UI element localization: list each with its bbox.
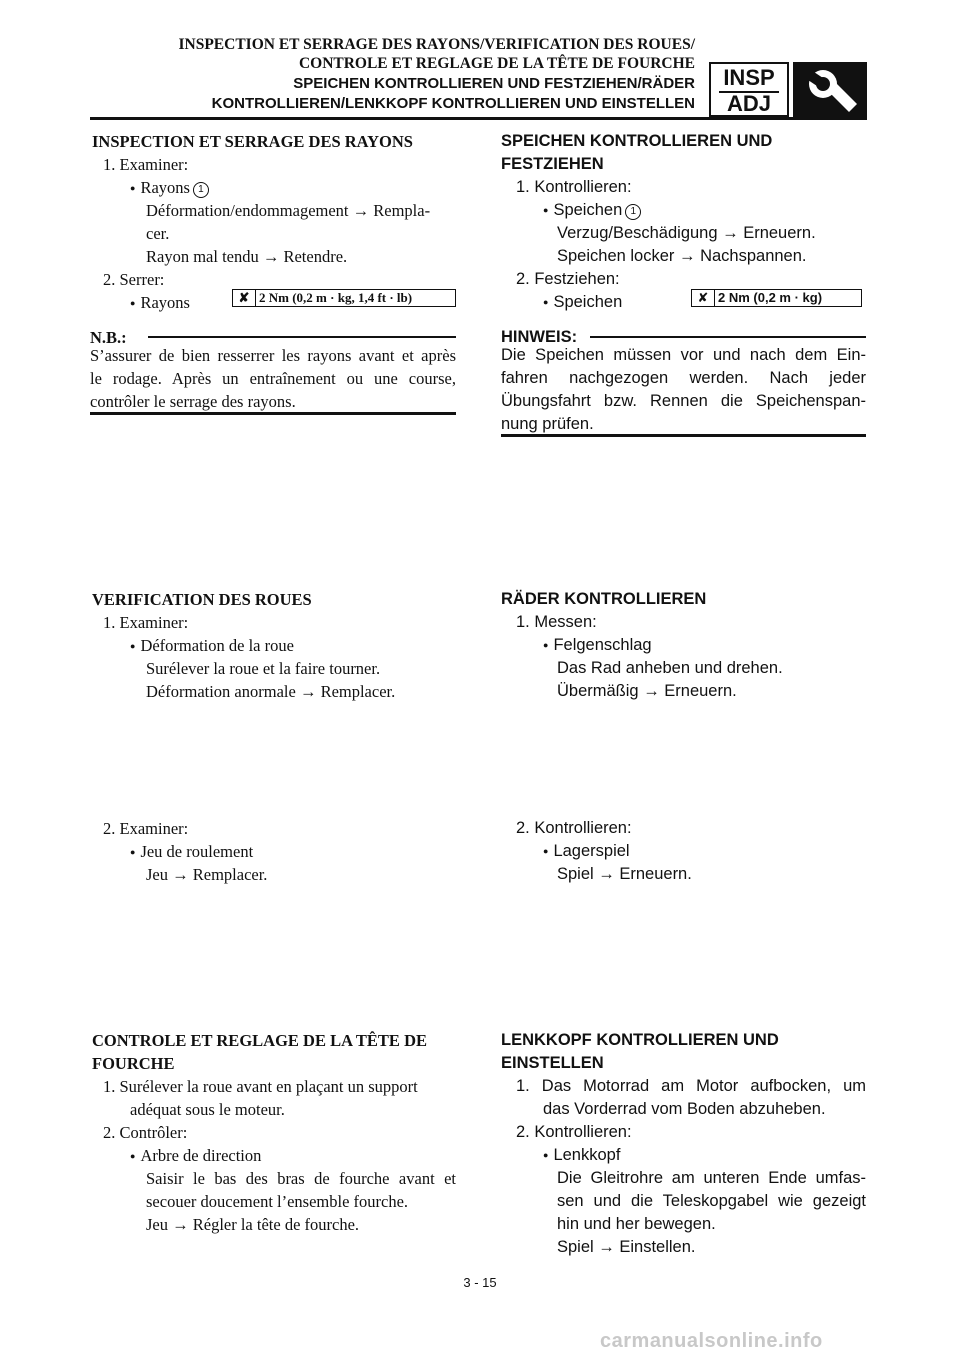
de-steering-b1-line5: Spiel → Einstellen. (557, 1238, 696, 1256)
watermark-text: carmanualsonline.info (600, 1330, 823, 1352)
fr-spokes-bullet2: ● Rayons (130, 291, 190, 317)
fr-steering-step1: 1. Surélever la roue avant en plaçant un support (103, 1077, 418, 1096)
de-spokes-b1-line3: Speichen locker → Nachspannen. (557, 247, 807, 265)
fr-steering-title-line2: FOURCHE (92, 1054, 175, 1073)
de-note-line4: nung prüfen. (501, 415, 594, 433)
fr-torque-box (232, 289, 456, 307)
de-note-rule (590, 336, 866, 338)
ref-number-1: 1 (193, 182, 209, 198)
fr-wheels-bullet2: ● Jeu de roulement (130, 840, 253, 866)
fr-wheels-bullet1: ● Déformation de la roue (130, 634, 294, 660)
page-number: 3 - 15 (463, 1275, 497, 1290)
fr-wheels-b2-line2: Jeu → Remplacer. (146, 865, 268, 884)
fr-torque-value: 2 Nm (0,2 m · kg, 1,4 ft · lb) (259, 290, 413, 305)
de-wheels-b1-line3: Übermäßig → Erneuern. (557, 682, 737, 700)
ref-number-1: 1 (625, 204, 641, 220)
de-torque-box (691, 289, 862, 307)
de-torque-value: 2 Nm (0,2 m · kg) (718, 290, 823, 305)
de-steering-step2: 2. Kontrollieren: (516, 1123, 632, 1141)
wrench-icon (793, 62, 867, 117)
de-spokes-b1-line2: Verzug/Beschädigung → Erneuern. (557, 224, 816, 242)
fr-wheels-b1-line2: Surélever la roue et la faire tourner. (146, 659, 381, 678)
de-steering-title-line2: EINSTELLEN (501, 1054, 604, 1072)
fr-spokes-step1: 1. Examiner: (103, 155, 189, 174)
de-note-line1: Die Speichen müssen vor und nach dem Ein- (501, 346, 866, 364)
header-title-line2: CONTROLE ET REGLAGE DE LA TÊTE DE FOURCHE (298, 55, 695, 72)
fr-note-rule (148, 336, 456, 338)
de-steering-b1-line2: Die Gleitrohre am unteren Ende umfas- (557, 1169, 866, 1187)
header-rule (90, 117, 867, 120)
fr-steering-step2: 2. Contrôler: (103, 1123, 188, 1142)
fr-steering-b1-line4: Jeu → Régler la tête de fourche. (146, 1215, 360, 1234)
de-wheels-bullet2: ● Lagerspiel (543, 840, 630, 865)
de-wheels-step1: 1. Messen: (516, 613, 597, 631)
header-title-line3: SPEICHEN KONTROLLIEREN UND FESTZIEHEN/RÄDER (293, 75, 695, 92)
fr-note-label: N.B.: (90, 328, 127, 347)
de-note-end-rule (501, 434, 866, 437)
de-spokes-title-line2: FESTZIEHEN (501, 155, 604, 173)
de-note-label: HINWEIS: (501, 328, 578, 346)
fr-note-line3: contrôler le serrage des rayons. (90, 392, 296, 411)
fr-wheels-step1: 1. Examiner: (103, 613, 189, 632)
de-wheels-b1-line2: Das Rad anheben und drehen. (557, 659, 783, 677)
torque-wrench-icon: ✘ (233, 290, 256, 306)
fr-steering-step1-line2: adéquat sous le moteur. (130, 1100, 285, 1119)
torque-wrench-icon: ✘ (692, 290, 715, 306)
header-title-line4: KONTROLLIEREN/LENKKOPF KONTROLLIEREN UND EINSTELLEN (211, 95, 695, 112)
fr-wheels-step2: 2. Examiner: (103, 819, 189, 838)
de-spokes-bullet2: ● Speichen (543, 291, 622, 316)
fr-steering-b1-line3: secouer doucement l’ensemble fourche. (146, 1192, 409, 1211)
fr-steering-title-line1: CONTROLE ET REGLAGE DE LA TÊTE DE (92, 1031, 427, 1050)
fr-spokes-b1-line4: Rayon mal tendu → Retendre. (146, 247, 348, 266)
de-wheels-step2: 2. Kontrollieren: (516, 819, 632, 837)
badge-bottom-text: ADJ (726, 91, 771, 116)
de-note-line3: Übungsfahrt bzw. Rennen die Speichenspan- (501, 392, 866, 410)
de-note-line2: fahren nachgezogen werden. Nach jeder (501, 369, 866, 387)
de-spokes-step2: 2. Festziehen: (516, 270, 620, 288)
fr-note-line1: S’assurer de bien resserrer les rayons avant et après (90, 346, 456, 365)
de-spokes-bullet1: ● Speichen 1 (543, 199, 641, 224)
fr-steering-b1-line2: Saisir le bas des bras de fourche avant et (146, 1169, 456, 1188)
de-steering-title-line1: LENKKOPF KONTROLLIEREN UND (501, 1031, 779, 1049)
fr-spokes-bullet1: ● Rayons 1 (130, 176, 209, 202)
fr-spokes-title: INSPECTION ET SERRAGE DES RAYONS (92, 132, 413, 151)
fr-spokes-b1-line3: cer. (146, 224, 170, 243)
fr-note-end-rule (90, 412, 456, 415)
de-steering-b1-line3: sen und die Teleskopgabel wie gezeigt (557, 1192, 866, 1210)
de-wheels-title: RÄDER KONTROLLIEREN (501, 590, 707, 608)
de-steering-b1-line4: hin und her bewegen. (557, 1215, 716, 1233)
de-spokes-step1: 1. Kontrollieren: (516, 178, 632, 196)
de-wheels-b2-line2: Spiel → Erneuern. (557, 865, 692, 883)
de-steering-step1-line2: das Vorderrad vom Boden abzuheben. (543, 1100, 826, 1118)
insp-adj-badge (709, 62, 789, 117)
de-wheels-bullet1: ● Felgenschlag (543, 634, 652, 659)
header-title-line1: INSPECTION ET SERRAGE DES RAYONS/VERIFICATION DES ROUES/ (178, 36, 695, 53)
de-steering-step1: 1. Das Motorrad am Motor aufbocken, um (516, 1077, 866, 1095)
fr-steering-bullet1: ● Arbre de direction (130, 1144, 261, 1170)
fr-note-line2: le rodage. Après un entraînement ou une course, (90, 369, 456, 388)
badge-top-text: INSP (723, 65, 775, 90)
de-spokes-title-line1: SPEICHEN KONTROLLIEREN UND (501, 132, 773, 150)
de-steering-bullet1: ● Lenkkopf (543, 1144, 620, 1169)
fr-wheels-b1-line3: Déformation anormale → Remplacer. (146, 682, 396, 701)
fr-spokes-step2: 2. Serrer: (103, 270, 165, 289)
fr-wheels-title: VERIFICATION DES ROUES (92, 590, 312, 609)
fr-spokes-b1-line2: Déformation/endommagement → Rempla- (146, 201, 431, 220)
